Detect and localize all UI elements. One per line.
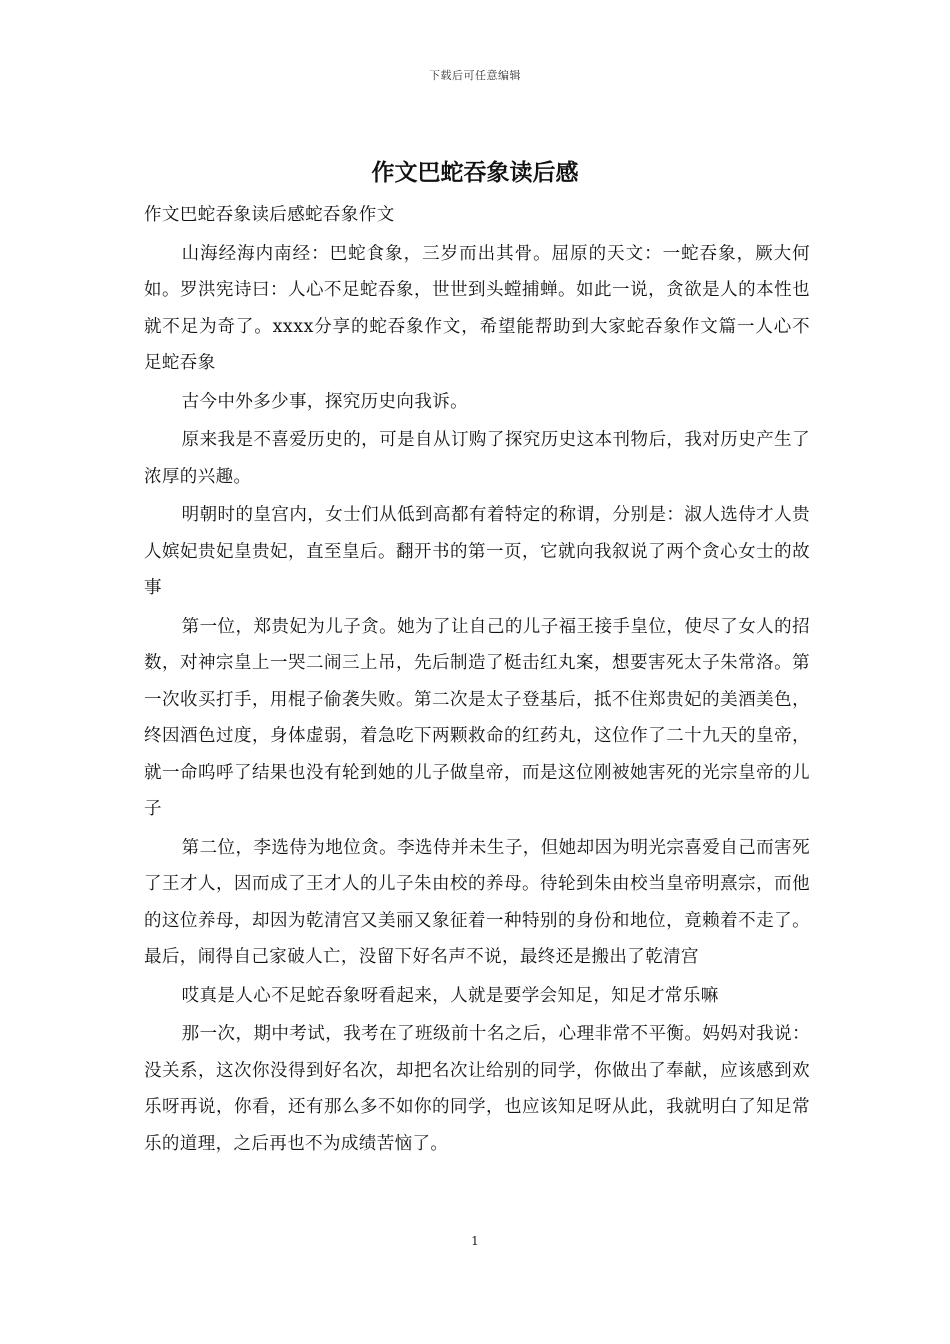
paragraph: 第二位，李选侍为地位贪。李选侍并未生子，但她却因为明光宗喜爱自己而害死了王才人，因而成了王才人的儿子朱由校的养母。待轮到朱由校当皇帝明熹宗，而他的这位养母，却因为乾清宫又美丽又象征着一种特别的身份和地位，竟赖着不走了。最后，闹得自己家破人亡，没留下好名声不说，最终还是搬出了乾清宫 [144, 837, 810, 967]
paragraph: 明朝时的皇宫内，女士们从低到高都有着特定的称谓，分别是：淑人选侍才人贵人嫔妃贵妃皇贵妃，直至皇后。翻开书的第一页，它就向我叙说了两个贪心女士的故事 [144, 505, 810, 598]
paragraph: 第一位，郑贵妃为儿子贪。她为了让自己的儿子福王接手皇位，使尽了女人的招数，对神宗皇上一哭二闹三上吊，先后制造了梃击红丸案，想要害死太子朱常洛。第一次收买打手，用棍子偷袭失败。第二次是太子登基后，抵不住郑贵妃的美酒美色，终因酒色过度，身体虚弱，着急吃下两颗救命的红药丸，这位作了二十九天的皇帝，就一命呜呼了结果也没有轮到她的儿子做皇帝，而是这位刚被她害死的光宗皇帝的儿子 [144, 616, 810, 819]
paragraph: 原来我是不喜爱历史的，可是自从订购了探究历史这本刊物后，我对历史产生了浓厚的兴趣。 [144, 430, 810, 487]
page-number: 1 [471, 1234, 479, 1248]
document-body [144, 197, 810, 1162]
paragraph: 那一次，期中考试，我考在了班级前十名之后，心理非常不平衡。妈妈对我说：没关系，这次你没得到好名次，却把名次让给别的同学，你做出了奉献，应该感到欢乐呀再说，你看，还有那么多不如你的同学，也应该知足呀从此，我就明白了知足常乐的道理，之后再也不为成绩苦恼了。 [144, 1024, 810, 1154]
document-title: 作文巴蛇吞象读后感 [371, 159, 579, 186]
paragraph: 哎真是人心不足蛇吞象呀看起来，人就是要学会知足，知足才常乐嘛 [181, 985, 719, 1006]
document-subtitle: 作文巴蛇吞象读后感蛇吞象作文 [144, 205, 395, 225]
header-note: 下载后可任意编辑 [429, 69, 521, 82]
paragraph: 山海经海内南经：巴蛇食象，三岁而出其骨。屈原的天文：一蛇吞象，厥大何如。罗洪宪诗曰：人心不足蛇吞象，世世到头螳捕蝉。如此一说，贪欲是人的本性也就不足为奇了。xxxx分享的蛇吞象作文，希望能帮助到大家蛇吞象作文篇一人心不足蛇吞象 [144, 243, 810, 373]
paragraph: 古今中外多少事，探究历史向我诉。 [181, 391, 469, 412]
